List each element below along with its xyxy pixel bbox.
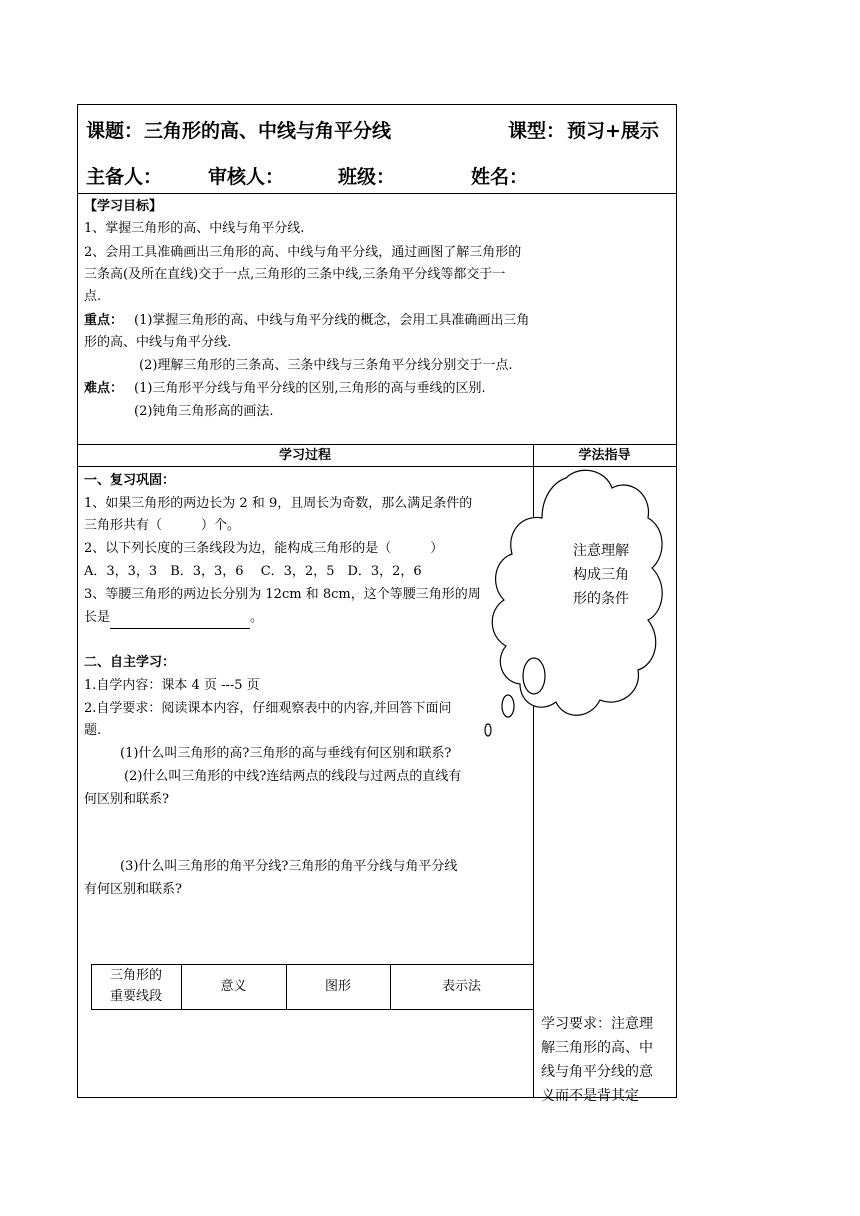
review-q3-cont [84, 607, 263, 629]
key-points-label: 重点： [84, 313, 124, 328]
reviewer-label: 审核人： [208, 166, 285, 188]
objective-2: 2、会用工具准确画出三角形的高、中线与角平分线，通过画图了解三角形的 [84, 245, 522, 260]
review-title: 一、复习巩固： [84, 473, 176, 488]
topic-title: 三角形的高、中线与角平分线 [144, 120, 392, 142]
guide-requirement-line2: 解三角形的高、中 [541, 1040, 653, 1056]
difficulty-1: (1)三角形平分线与角平分线的区别,三角形的高与垂线的区别. [134, 381, 486, 396]
self-study-requirement: 2.自学要求：阅读课本内容，仔细观察表中的内容,并回答下面问 [84, 701, 452, 716]
guide-requirement-line1: 学习要求：注意理 [541, 1016, 653, 1032]
table-header-segment-line2: 重要线段 [109, 989, 162, 1004]
review-q3-suffix: 。 [250, 610, 264, 625]
key-point-1: (1)掌握三角形的高、中线与角平分线的概念，会用工具准确画出三角 [134, 313, 530, 328]
review-q1: 1、如果三角形的两边长为 2 和 9，且周长为奇数，那么满足条件的 [84, 496, 473, 511]
header-divider [77, 193, 677, 194]
lesson-type-label: 课型： [508, 120, 566, 142]
class-label: 班级： [338, 166, 396, 188]
cloud-note-line2: 构成三角 [573, 567, 629, 583]
table-header-notation: 表示法 [441, 979, 481, 994]
self-study-title: 二、自主学习： [84, 655, 176, 670]
cloud-note-line1: 注意理解 [573, 543, 629, 559]
self-study-content: 1.自学内容：课本 4 页 ---5 页 [84, 678, 260, 693]
review-q1-cont: 三角形共有（ ）个。 [84, 518, 241, 533]
table-header-segment [91, 965, 181, 1007]
process-column-header: 学习过程 [278, 448, 331, 463]
table-header-figure: 图形 [324, 979, 351, 994]
cloud-note [566, 539, 636, 611]
objectives-title: 【学习目标】 [84, 199, 163, 214]
preparer-label: 主备人： [86, 166, 163, 188]
question-2-cont: 何区别和联系? [84, 792, 169, 807]
answer-blank [110, 614, 250, 629]
key-point-2: (2)理解三角形的三条高、三条中线与三条角平分线分别交于一点. [139, 358, 513, 373]
key-point-1-cont: 形的高、中线与角平分线. [84, 335, 232, 350]
cloud-bubble-medium [502, 695, 514, 717]
review-q3-prefix: 长是 [84, 610, 111, 625]
table-right-border [676, 104, 677, 1097]
table-left-border [77, 104, 78, 1097]
objective-2-end: 点. [84, 289, 102, 304]
table-header-meaning: 意义 [220, 979, 247, 994]
difficulty-label: 难点： [84, 381, 124, 396]
guide-requirement-line3: 线与角平分线的意 [541, 1064, 653, 1080]
guide-column-header: 学法指导 [578, 448, 631, 463]
cloud-note-line3: 形的条件 [573, 591, 629, 607]
review-q2: 2、以下列长度的三条线段为边，能构成三角形的是（ ） [84, 541, 444, 556]
table-header-segment-line1: 三角形的 [109, 968, 162, 983]
lesson-type-value: 预习+展示 [567, 120, 659, 142]
self-study-requirement-cont: 题. [84, 723, 102, 738]
objective-2-cont: 三条高(及所在直线)交于一点,三角形的三条中线,三条角平分线等都交于一 [84, 267, 506, 282]
cloud-bubble-large [523, 658, 545, 694]
question-2: (2)什么叫三角形的中线?连结两点的线段与过两点的直线有 [124, 769, 462, 784]
difficulty-2: (2)钝角三角形高的画法. [134, 404, 274, 419]
name-label: 姓名： [471, 166, 529, 188]
question-3: (3)什么叫三角形的角平分线?三角形的角平分线与角平分线 [120, 859, 458, 874]
objective-1: 1、掌握三角形的高、中线与角平分线. [84, 221, 305, 236]
table-top-border [77, 104, 677, 105]
review-q2-options: A．3，3，3 B．3，3，6 C．3，2，5 D．3，2，6 [84, 564, 422, 579]
question-3-cont: 有何区别和联系? [84, 882, 182, 897]
cloud-bubble-small [485, 724, 491, 736]
topic-label: 课题： [86, 120, 144, 142]
review-q3: 3、等腰三角形的两边长分别为 12cm 和 8cm，这个等腰三角形的周 [84, 587, 481, 602]
guide-requirement-line4: 义而不是背其定 [541, 1088, 639, 1104]
segments-table [91, 964, 533, 1010]
guide-requirement [541, 1012, 653, 1108]
question-1: (1)什么叫三角形的高?三角形的高与垂线有何区别和联系? [120, 746, 452, 761]
